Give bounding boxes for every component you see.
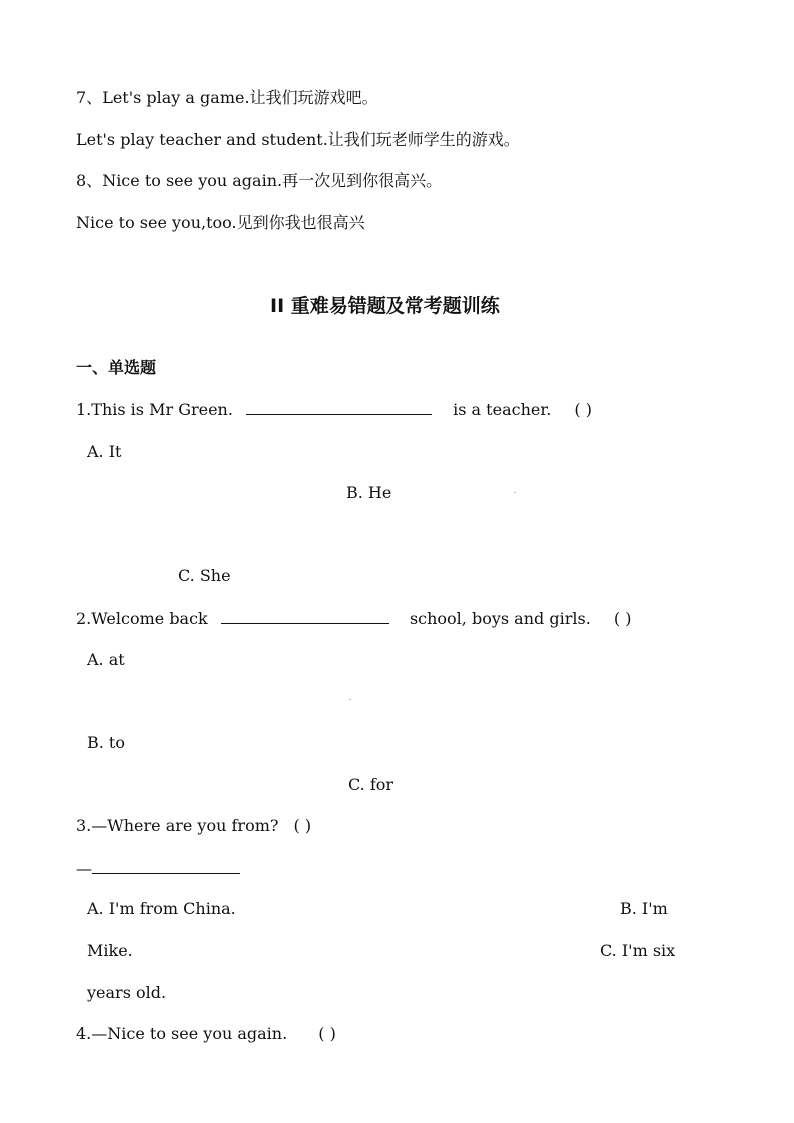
vocab-line-8b — [76, 213, 365, 233]
vocab-english: Let's play teacher and student. — [76, 130, 328, 149]
vocab-number: 8、 — [76, 171, 103, 190]
vocab-line-7 — [76, 88, 378, 108]
stray-mark — [514, 492, 516, 493]
vocab-line-7b — [76, 130, 520, 150]
question-3-option-b-cont[interactable]: Mike. — [87, 941, 133, 960]
part-heading: 一、单选题 — [76, 358, 157, 377]
question-text: 3.—Where are you from? — [76, 816, 279, 835]
vocab-line-8 — [76, 171, 442, 191]
question-text: 4.—Nice to see you again. — [76, 1024, 288, 1043]
question-2-option-b[interactable]: B. to — [87, 733, 125, 752]
question-2-stem — [76, 608, 631, 628]
question-1-stem — [76, 399, 592, 419]
answer-parentheses[interactable]: ( ) — [574, 400, 592, 419]
question-3-answer-line — [76, 858, 240, 878]
question-3-option-a[interactable]: A. I'm from China. — [87, 899, 236, 918]
stray-mark — [349, 699, 351, 700]
question-2-option-a[interactable]: A. at — [87, 650, 125, 669]
question-3-option-c-cont[interactable]: years old. — [87, 983, 167, 1002]
question-1-option-a[interactable]: A. It — [87, 442, 122, 461]
answer-blank[interactable] — [221, 608, 389, 624]
vocab-chinese: 再一次见到你很高兴。 — [282, 171, 443, 190]
answer-dash: — — [76, 859, 92, 878]
answer-parentheses[interactable]: ( ) — [613, 609, 632, 628]
question-1-option-b[interactable]: B. He — [346, 483, 392, 502]
question-text: 2.Welcome back — [76, 609, 208, 628]
answer-blank[interactable] — [246, 399, 432, 415]
vocab-chinese: 让我们玩老师学生的游戏。 — [327, 130, 520, 149]
vocab-english: Nice to see you again. — [102, 171, 283, 190]
question-3-stem — [76, 816, 311, 836]
vocab-chinese: 见到你我也很高兴 — [236, 213, 365, 232]
question-3-option-c[interactable]: C. I'm six — [600, 941, 676, 960]
answer-parentheses[interactable]: ( ) — [293, 816, 312, 835]
question-1-option-c[interactable]: C. She — [178, 566, 231, 585]
question-text: is a teacher. — [453, 400, 552, 419]
question-text: 1.This is Mr Green. — [76, 400, 233, 419]
vocab-english: Let's play a game. — [102, 88, 250, 107]
answer-parentheses[interactable]: ( ) — [318, 1024, 336, 1043]
section-title: II 重难易错题及常考题训练 — [270, 295, 500, 317]
vocab-english: Nice to see you,too. — [76, 213, 237, 232]
vocab-number: 7、 — [76, 88, 103, 107]
vocab-chinese: 让我们玩游戏吧。 — [249, 88, 378, 107]
question-3-option-b[interactable]: B. I'm — [620, 899, 668, 918]
question-4-stem — [76, 1024, 336, 1044]
answer-blank[interactable] — [92, 858, 240, 874]
question-text: school, boys and girls. — [409, 609, 591, 628]
question-2-option-c[interactable]: C. for — [348, 775, 394, 794]
